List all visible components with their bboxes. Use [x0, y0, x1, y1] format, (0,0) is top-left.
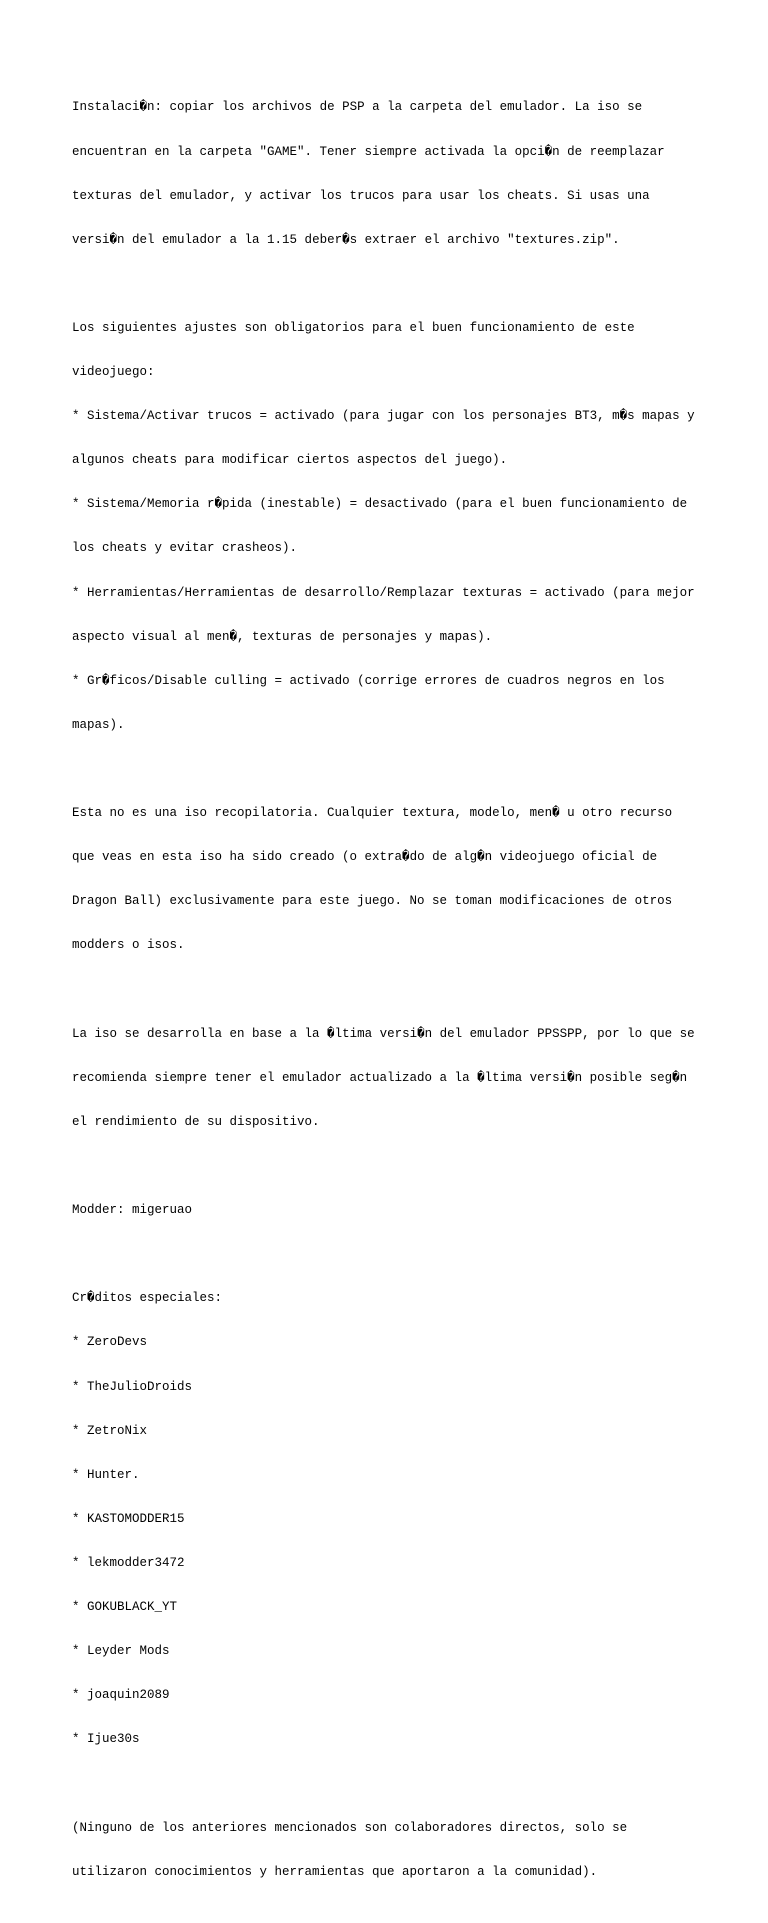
text-line: el rendimiento de su dispositivo.	[72, 1114, 320, 1129]
credits-section	[72, 1262, 712, 1777]
document-page	[72, 71, 712, 1923]
credit-item: * ZeroDevs	[72, 1335, 148, 1350]
text-line: Instalaci�n: copiar los archivos de PSP a la carpeta del emulador. La iso se	[72, 100, 643, 115]
text-line: * Herramientas/Herramientas de desarrollo/Remplazar texturas = activado (para mejor	[72, 585, 695, 600]
notice-paragraph	[72, 777, 712, 983]
credits-heading: Cr�ditos especiales:	[72, 1291, 223, 1306]
text-line: versi�n del emulador a la 1.15 deber�s extraer el archivo "textures.zip".	[72, 232, 620, 247]
text-line: recomienda siempre tener el emulador actualizado a la �ltima versi�n posible seg�n	[72, 1070, 688, 1085]
text-line: La iso se desarrolla en base a la �ltima versi�n del emulador PPSSPP, por lo que se	[72, 1026, 695, 1041]
modder-paragraph	[72, 1174, 712, 1248]
text-line: que veas en esta iso ha sido creado (o extra�do de alg�n videojuego oficial de	[72, 850, 658, 865]
credit-item: * lekmodder3472	[72, 1555, 185, 1570]
text-line: aspecto visual al men�, texturas de personajes y mapas).	[72, 629, 493, 644]
text-line: texturas del emulador, y activar los trucos para usar los cheats. Si usas una	[72, 188, 650, 203]
text-line: videojuego:	[72, 365, 155, 380]
credit-item: * KASTOMODDER15	[72, 1511, 185, 1526]
text-line: Los siguientes ajustes son obligatorios para el buen funcionamiento de este	[72, 320, 635, 335]
text-line: * Sistema/Activar trucos = activado (para jugar con los personajes BT3, m�s mapas y	[72, 409, 695, 424]
text-line: mapas).	[72, 717, 125, 732]
text-line: utilizaron conocimientos y herramientas que aportaron a la comunidad).	[72, 1864, 598, 1879]
credit-item: * Leyder Mods	[72, 1644, 170, 1659]
text-line: * Gr�ficos/Disable culling = activado (corrige errores de cuadros negros en los	[72, 673, 665, 688]
text-line: * Sistema/Memoria r�pida (inestable) = desactivado (para el buen funcionamiento de	[72, 497, 688, 512]
text-line: Esta no es una iso recopilatoria. Cualquier textura, modelo, men� u otro recurso	[72, 806, 673, 821]
credit-item: * Hunter.	[72, 1467, 140, 1482]
modder-line: Modder: migeruao	[72, 1203, 193, 1218]
credit-item: * TheJulioDroids	[72, 1379, 193, 1394]
text-line: los cheats y evitar crasheos).	[72, 541, 298, 556]
text-line: (Ninguno de los anteriores mencionados son colaboradores directos, solo se	[72, 1820, 628, 1835]
credit-item: * Ijue30s	[72, 1732, 140, 1747]
update-paragraph	[72, 997, 712, 1159]
credit-item: * joaquin2089	[72, 1688, 170, 1703]
credit-item: * ZetroNix	[72, 1423, 148, 1438]
text-line: encuentran en la carpeta "GAME". Tener siempre activada la opci�n de reemplazar	[72, 144, 665, 159]
credit-item: * GOKUBLACK_YT	[72, 1600, 178, 1615]
text-line: algunos cheats para modificar ciertos aspectos del juego).	[72, 453, 508, 468]
settings-paragraph	[72, 292, 712, 763]
text-line: Dragon Ball) exclusivamente para este juego. No se toman modificaciones de otros	[72, 894, 673, 909]
disclaimer-paragraph	[72, 1791, 712, 1909]
installation-paragraph	[72, 71, 712, 277]
text-line: modders o isos.	[72, 938, 185, 953]
